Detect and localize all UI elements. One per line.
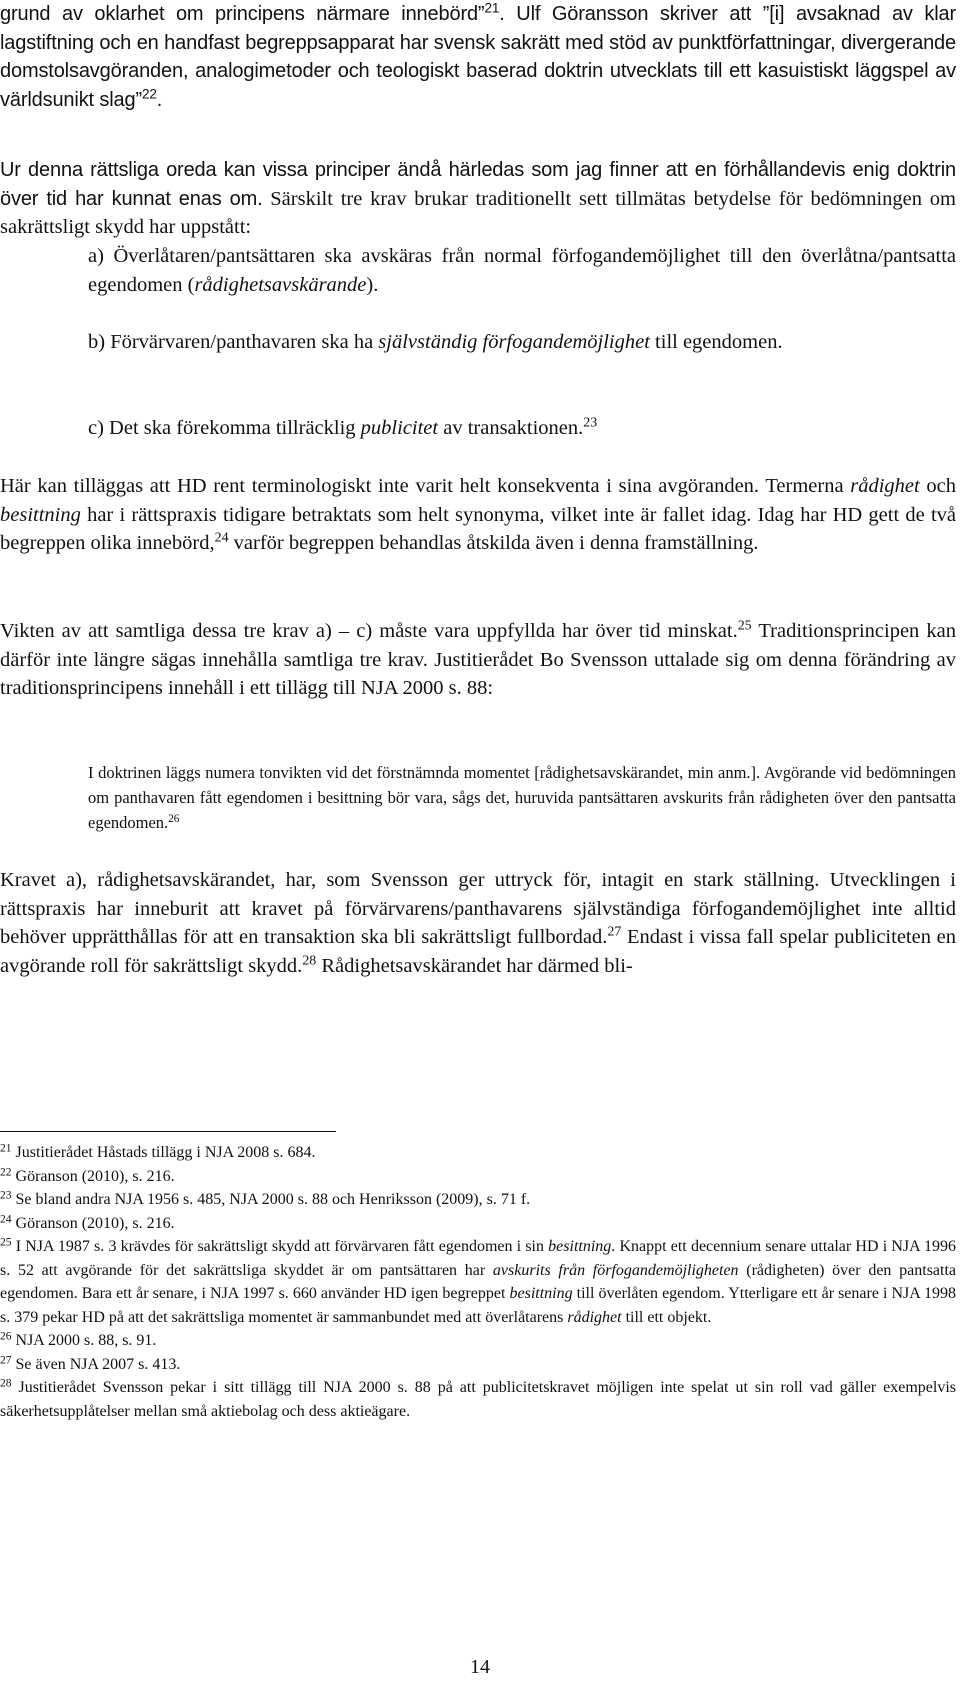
footnote-number: 24: [0, 1212, 12, 1225]
footnote-ref-21[interactable]: 21: [484, 0, 500, 16]
footnote-number: 27: [0, 1353, 12, 1366]
footnote-text: till överlåten egendom. Ytterligare ett år senare i NJA 1998 s. 379 pekar HD på att det sakrättsliga momentet är sammanbundet med att överlåtarens: [0, 1285, 956, 1326]
block-quote: [88, 760, 956, 835]
list-item-a-emphasis: rådighetsavskärande: [194, 273, 367, 296]
footnote-emphasis: rådighet: [567, 1308, 622, 1326]
footnote-text: Justitierådet Svensson pekar i sitt tillägg till NJA 2000 s. 88 på att publicitetskravet möjligen inte spelat ut sin roll vad gäller exempelvis säkerhetsupplåtelser mellan små aktiebolag och dess aktieägare.: [0, 1379, 956, 1420]
paragraph-4-text-b: Traditionsprincipen kan därför inte längre sägas innehålla samtliga tre krav. Justitierådet Bo Svensson uttalade sig om denna förändring av traditionsprincipens innehåll i ett tillägg till NJA 2000 s. 88:: [0, 620, 956, 699]
footnote-text: Göranson (2010), s. 216.: [11, 1214, 175, 1232]
footnote-number: 22: [0, 1165, 12, 1178]
paragraph-4-text-a: Vikten av att samtliga dessa tre krav a) – c) måste vara uppfyllda har över tid minskat.: [0, 620, 738, 642]
footnote-number: 21: [0, 1142, 12, 1155]
block-quote-text: I doktrinen läggs numera tonvikten vid det förstnämnda momentet [rådighetsavskärandet, min anm.]. Avgörande vid bedömningen om panthavaren fått egendomen i besittning bör vara, sågs det, huruvida pantsättaren avskurits från rådigheten över den pantsatta egendomen.: [88, 763, 956, 832]
footnote-ref-24[interactable]: 24: [214, 530, 229, 546]
list-item-c-end: av transaktionen.: [438, 417, 584, 439]
footnote-number: 25: [0, 1236, 12, 1249]
footnote-emphasis: besittning: [548, 1238, 612, 1255]
footnote-27: [0, 1353, 956, 1377]
footnote-24: [0, 1212, 956, 1236]
paragraph-5-text-c: Rådighetsavskärandet har därmed bli-: [316, 954, 633, 977]
list-item-c-text: c) Det ska förekomma tillräcklig: [88, 417, 361, 439]
paragraph-1-text-a: grund av oklarhet om principens närmare innebörd”: [0, 3, 485, 25]
footnote-ref-22[interactable]: 22: [141, 86, 157, 102]
footnote-separator: [0, 1131, 336, 1132]
footnotes: [0, 1141, 956, 1423]
footnote-26: [0, 1329, 956, 1353]
footnote-text: till ett objekt.: [621, 1308, 712, 1326]
footnote-text: Se bland andra NJA 1956 s. 485, NJA 2000 s. 88 och Henriksson (2009), s. 71 f.: [11, 1191, 531, 1208]
footnote-text: Göranson (2010), s. 216.: [11, 1167, 175, 1185]
footnote-text: Justitierådet Håstads tillägg i NJA 2008 s. 684.: [11, 1144, 316, 1161]
footnote-21: [0, 1141, 956, 1165]
footnote-ref-25[interactable]: 25: [737, 618, 752, 634]
list-item-c-emphasis: publicitet: [360, 417, 439, 439]
paragraph-2: [0, 156, 956, 242]
footnote-text: NJA 2000 s. 88, s. 91.: [11, 1332, 157, 1349]
footnote-text: . Knappt ett decennium senare uttalar HD i NJA 1996 s. 52 att avgörande för det sakrättsliga skyddet är om pantsättaren har: [0, 1238, 956, 1279]
footnote-ref-28[interactable]: 28: [302, 952, 317, 968]
paragraph-3-emphasis-2: besittning: [0, 503, 81, 526]
paragraph-1: [0, 0, 956, 114]
paragraph-5-text-a: Kravet a), rådighetsavskärandet, har, som Svensson ger uttryck för, intagit en stark ställning. Utvecklingen i rättspraxis har inneburit att kravet på förvärvarens/panthavarens självständiga förfogandemöjlighet inte alltid behöver upprätthållas för att en transaktion ska bli sakrättsligt fullbordad.: [0, 869, 956, 948]
list-item-c: [88, 414, 956, 443]
paragraph-3: [0, 472, 956, 558]
paragraph-3-text-a: Här kan tilläggas att HD rent terminologiskt inte varit helt konsekventa i sina avgöranden. Termerna: [0, 475, 851, 497]
footnote-ref-23[interactable]: 23: [583, 415, 598, 431]
footnote-22: [0, 1165, 956, 1189]
footnote-emphasis: avskurits från förfogandemöjligheten: [492, 1261, 739, 1279]
list-item-b-end: till egendomen.: [649, 331, 783, 353]
footnote-ref-27[interactable]: 27: [607, 924, 622, 940]
list-item-a-end: ).: [366, 273, 379, 296]
paragraph-5: [0, 866, 956, 980]
list-item-a-text: a) Överlåtaren/pantsättaren ska avskäras från normal förfogandemöjlighet till den överlåtna/pantsatta egendomen (: [88, 245, 956, 296]
footnote-23: [0, 1188, 956, 1212]
footnote-ref-26[interactable]: 26: [168, 812, 180, 825]
list-item-b-emphasis: självständig förfogandemöjlighet: [378, 331, 650, 353]
paragraph-3-text-c: har i rättspraxis tidigare betraktats som helt synonyma, vilket inte är fallet idag. Idag har HD gett de två begreppen olika innebörd,: [0, 503, 956, 554]
paragraph-2-text-b: Särskilt tre krav brukar traditionellt sett tillmätas betydelse för bedömningen om sakrättsligt skydd har uppstått:: [0, 187, 956, 238]
footnote-number: 26: [0, 1330, 12, 1343]
footnote-number: 28: [0, 1377, 12, 1390]
list-item-b-text: b) Förvärvaren/panthavaren ska ha: [88, 331, 379, 353]
footnote-emphasis: besittning: [509, 1285, 573, 1302]
paragraph-1-text-b: . Ulf Göransson skriver att ”[i] avsaknad av klar lagstiftning och en handfast begreppsapparat har svensk sakrätt med stöd av punktförfattningar, divergerande domstolsavgöranden, analogimetoder och teologiskt baserad doktrin utvecklats till ett kasuistiskt läggspel av världsunikt slag”: [0, 3, 956, 111]
footnote-text: Se även NJA 2007 s. 413.: [11, 1355, 181, 1373]
paragraph-2-text-a: Ur denna rättsliga oreda kan vissa principer ändå härledas som jag finner att en förhållandevis enig doktrin över tid har kunnat enas om.: [0, 159, 956, 210]
paragraph-3-text-b: och: [919, 475, 956, 497]
paragraph-3-text-d: varför begreppen behandlas åtskilda även i denna framställning.: [228, 532, 759, 554]
list-item-a: [88, 242, 956, 299]
page-number: 14: [470, 1656, 490, 1678]
paragraph-5-text-b: Endast i vissa fall spelar publiciteten en avgörande roll för sakrättsligt skydd.: [0, 926, 956, 977]
footnote-number: 23: [0, 1189, 12, 1202]
footnote-text: I NJA 1987 s. 3 krävdes för sakrättsligt skydd att förvärvaren fått egendomen i sin: [11, 1238, 549, 1255]
footnote-text: (rådigheten) över den pantsatta egendomen. Bara ett år senare, i NJA 1997 s. 660 använder HD igen begreppet: [0, 1261, 957, 1302]
paragraph-3-emphasis-1: rådighet: [850, 475, 920, 497]
paragraph-4: [0, 617, 956, 703]
footnote-25: [0, 1235, 956, 1329]
paragraph-1-text-c: .: [156, 88, 163, 111]
footnote-28: [0, 1376, 956, 1423]
list-item-b: [88, 328, 956, 357]
